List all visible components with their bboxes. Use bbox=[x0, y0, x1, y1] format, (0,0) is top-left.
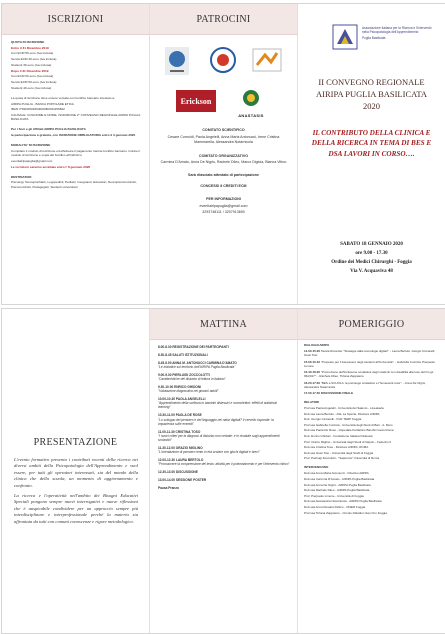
iban: IBAN IT81D0501804000000011156602 bbox=[11, 107, 65, 112]
schedule-talk-title: "Apprendimento della scrittura in bambini dislessici e normolettori: effetti di statistical learning" bbox=[158, 401, 277, 410]
schedule-time-speaker: 12.30-13.00 DISCUSSIONE bbox=[158, 470, 198, 475]
attestato-note: Sarà rilasciato attestato di partecipazione bbox=[188, 173, 259, 177]
convegno-line-1: II CONVEGNO REGIONALE bbox=[318, 77, 425, 87]
schedule-talk-title: "Promuovere la comprensione del testo: attività per il potenziamento e per l'intervento clinico" bbox=[158, 462, 290, 467]
mattina-header: MATTINA bbox=[150, 309, 297, 340]
schedule-talk-title: "I nuovi criteri per la diagnosi di disturbo non verbale: e le ricadute sugli apprendimenti scolastici" bbox=[158, 433, 280, 443]
mattina-panel bbox=[150, 309, 297, 633]
schedule-time-speaker: 9.30-10.00 ENRICO GHIDONI bbox=[158, 384, 202, 389]
presentazione-title: PRESENTAZIONE bbox=[33, 437, 118, 448]
info-title: PER INFORMAZIONI bbox=[206, 197, 241, 201]
intervengono-title: INTERVENGONO bbox=[304, 465, 329, 470]
relatore-item: Prof.ssa Paola Angelelli - Università del Salento - Lineatavia bbox=[304, 406, 384, 410]
info-email: eventiairipapuglia@gmail.com bbox=[199, 203, 248, 208]
schedule-time-speaker: 9.00-9.30 PIERLUIGI ZOCCOLOTTI bbox=[158, 372, 210, 377]
schedule-item bbox=[304, 349, 440, 357]
brochure-inner-page bbox=[1, 308, 445, 634]
schedule-talk: "Proposte per il benessere degli studenti all'Università". - Gabriella Cuzzola, Pierpaolo Limone bbox=[304, 359, 435, 368]
pomeriggio-panel bbox=[298, 309, 445, 633]
cover-panel bbox=[298, 4, 445, 304]
relatore-item: Dott.ssa Cristina Toso - Direttore AIRIPA, ROMA bbox=[304, 445, 369, 450]
anastasis-label: ANASTASIS bbox=[238, 113, 264, 118]
beneficiario: AIRIPA PUGLIA - BANCA POPOLARE ETICA bbox=[11, 101, 74, 106]
iscrizioni-email: eventiairipapuglia@gmail.com bbox=[11, 158, 53, 163]
relatore-item: Prof. Pierluigi Zoccolotti - "Sapienza" Università di Roma bbox=[304, 456, 379, 461]
convegno-year: 2020 bbox=[363, 101, 380, 111]
schedule-item bbox=[158, 446, 290, 455]
dopo-line: Con ECM 60 euro (Iva inclusa) bbox=[11, 74, 54, 79]
schedule-talk: Tavola Rotonda: "Strategie dalle tecnologie digitali". - Laura Bertolo, Giorgio Ciccarelli, Giusi Toto bbox=[304, 349, 436, 357]
relatore-item: Dott.ssa Paola De Rose - Ospedale Pediatrico Bambin Gesù Roma bbox=[304, 428, 394, 433]
schedule-time-speaker: 11.30-12.00 ORAZIO MIGLINO bbox=[158, 446, 203, 451]
schedule-item bbox=[158, 486, 290, 490]
relatori-title: RELATORI bbox=[304, 400, 320, 404]
schedule-time: 14.00-15.30 bbox=[304, 349, 321, 353]
presentazione-paragraph: L'evento formativo presenta i contributi recenti della ricerca nei diversi ambiti della Psicopatologia dell'Apprendimento e vuol essere, per tutti gli operatori interessati, sia del mondo della clinica che della scuola, un momento di aggiornamento e confronto. bbox=[14, 457, 138, 488]
intervengono-item: Dott.ssa Alessandra Notarnicola - AIRIPA Puglia Basilicata bbox=[304, 499, 382, 504]
schedule-time: 15.40-16.20 bbox=[304, 370, 321, 374]
crediti-ecm: CONCESSI 8 CREDITI ECM bbox=[200, 184, 247, 188]
schedule-item bbox=[158, 458, 290, 467]
schedule-item bbox=[158, 413, 290, 426]
schedule-time-speaker: 8.30-8.45 SALUTI ISTITUZIONALI bbox=[158, 352, 208, 357]
schedule-item bbox=[304, 391, 440, 395]
destinatari-text: Psicologi, Neuropsichiatri, Logopedisti, Pediatri, Insegnanti, Educatori, Neuropsicomotricisti, Psicomotricisti, Pedagogisti, Studenti universitari bbox=[11, 180, 137, 189]
schedule-time-speaker: Pausa Pranzo bbox=[158, 485, 179, 490]
comitato-scientifico-names: Cesare Cornoldi, Paola Angelelli, Anna Maria Antonucci, Irene Cristina Mammarella, Alessandra Notarnicola bbox=[167, 134, 280, 144]
schedule-time-speaker: 11.00-11.30 CRISTINA TOSO bbox=[158, 429, 201, 434]
soci-line: Per i Soci e gli Affiliati AIRIPA PUGLIA BASILICATA bbox=[11, 127, 86, 132]
relatore-item: Prof.ssa Gabriella Cuzzola - Università degli Studi di Bari - A. Moro bbox=[304, 422, 393, 427]
patron-logo-2 bbox=[208, 45, 238, 77]
entro-line: Con ECM 50 euro (Iva inclusa) bbox=[11, 51, 54, 56]
schedule-talk-title: "L'orientazione di pensiero lento in età scolare con giochi digitali e brevi" bbox=[158, 450, 260, 455]
schedule-item bbox=[304, 360, 440, 368]
scadenza-note: Le iscrizioni saranno accettate entro l' 8 gennaio 2020 bbox=[11, 164, 91, 169]
patron-logo-1 bbox=[162, 45, 192, 77]
relatore-item: Dott. Giorgio Ciccarelli - PsiF TERP Foggia bbox=[304, 417, 362, 422]
event-address: Via V. Acquaviva 48 bbox=[350, 269, 393, 274]
schedule-talk-title: "Caratteristiche del disturbo di lettura in italiano" bbox=[158, 376, 226, 381]
schedule-talk: "BES a SCUOLA: la psicologo scolastico e l'homework tutor". - Anna De Nigris, Alessandra Notarnicola bbox=[304, 380, 426, 389]
intervengono-item: Dott.ssa Carmina D'Amato - AIRIPA Puglia Basilicata bbox=[304, 476, 375, 481]
brochure-outer-page bbox=[1, 3, 445, 305]
entro-label: Entro il 31 Dicembre 2019 bbox=[11, 45, 49, 50]
schedule-talk-title: "Le iniziative sul territorio dell'AIRIPA Puglia Basilicata" bbox=[158, 364, 236, 369]
presentazione-panel bbox=[2, 309, 149, 633]
schedule-item bbox=[304, 381, 440, 389]
patrocini-body bbox=[160, 128, 287, 217]
entro-line: Studenti 30 euro (Iva inclusa) bbox=[11, 62, 52, 67]
schedule-time-speaker: 10.00-10.30 PAOLA ANGELELLI bbox=[158, 396, 206, 401]
comitato-org-title: COMITATO ORGANIZZATIVO bbox=[198, 153, 249, 158]
pomeriggio-header: POMERIGGIO bbox=[298, 309, 445, 340]
schedule-item bbox=[158, 353, 290, 357]
intervengono-item: Dott.ssa Rachele Dileo - AIRIPA Puglia Basilicata bbox=[304, 488, 370, 493]
iscrizioni-header: ISCRIZIONI bbox=[2, 4, 149, 35]
schedule-talk-title: "Valutazione diagnostica nei giovani adulti" bbox=[158, 389, 219, 394]
destinatari-title: DESTINATARI bbox=[11, 174, 32, 179]
schedule-item bbox=[158, 470, 290, 474]
event-venue: Ordine dei Medici Chirurghi - Foggia bbox=[331, 260, 412, 265]
event-time: ore 9.00 - 17.30 bbox=[355, 251, 388, 256]
modalita-text: Compilare il modulo di iscrizione ed effettuare il pagamento tramite bonifico bancario. Inviare il modulo di iscrizione e copia del bonifico all'indirizzo: bbox=[11, 148, 140, 158]
patrocini-header: PATROCINI bbox=[150, 4, 297, 35]
airipa-name: Associazione Italiana per la Ricerca e l'Intervento nella Psicopatologia dell'Apprendimento bbox=[362, 26, 432, 35]
schedule-item bbox=[158, 478, 290, 482]
relatore-item: Prof. Orazio Miglino - Università degli Studi di Napoli – Federico II bbox=[304, 439, 392, 444]
quota-title: QUOTA DI ISCRIZIONE bbox=[11, 40, 45, 44]
entro-line: Senza ECM 40 euro (Iva inclusa) bbox=[11, 57, 57, 62]
iscrizioni-panel bbox=[2, 4, 149, 304]
iscrizioni-body bbox=[11, 40, 141, 190]
bonifico-intro: La quota di iscrizione deve essere versata con bonifico bancario intestato a: bbox=[11, 95, 115, 100]
dopo-label: Dopo il 31 Dicembre 2019 bbox=[11, 68, 49, 73]
convegno-title bbox=[302, 76, 441, 112]
modalita-title: MODALITA' DI ISCRIZIONE bbox=[11, 143, 51, 148]
intervengono-item: Dott.ssa Anna Rosaria Pellico - ODEM Foggia bbox=[304, 504, 366, 509]
schedule-item bbox=[158, 345, 290, 349]
schedule-talk: "Promozione dell'inclusione scolastica degli studenti con disabilità alla luce del D.Lgs 66/2017". - Rachele Dileo, Tiziana Zappatore bbox=[304, 370, 434, 378]
schedule-time-speaker: 8.45-9.00 ANNA M. ANTONUCCI CARMINA D'AMATO bbox=[158, 360, 237, 365]
dopo-line: Studenti 40 euro (Iva inclusa) bbox=[11, 85, 52, 90]
info-tel: 3293748111 / 3207913690 bbox=[202, 210, 245, 214]
intervengono-item: Prof. Pierpaolo Limone - Università di Foggia bbox=[304, 493, 364, 498]
convegno-theme: IL CONTRIBUTO DELLA CLINICA E DELLA RICERCA IN TEMA DI BES E DSA LAVORI IN CORSO…. bbox=[311, 129, 432, 158]
erickson-logo: Erickson bbox=[176, 90, 216, 112]
pomeriggio-schedule bbox=[304, 343, 440, 516]
causale: CAUSALE: COGNOME E NOME, ISCRIZIONE 2° CONVEGNO REGIONALE AIRIPA PUGLIA BASILICATA bbox=[11, 112, 141, 122]
airipa-logo-icon bbox=[332, 24, 358, 50]
relatore-item: Dott.ssa Giusi Toto - Università degli Studi di Foggia bbox=[304, 450, 374, 455]
comitato-scientifico-title: COMITATO SCIENTIFICO bbox=[202, 128, 245, 132]
anastasis-logo bbox=[232, 88, 270, 116]
schedule-time-speaker: 10.30-11.00 PAOLA DE ROSE bbox=[158, 413, 202, 418]
schedule-time-speaker: 12.00-12.30 LAURA BERTOLO bbox=[158, 458, 204, 463]
schedule-time: 17.00-17.30 DISCUSSIONE FINALE bbox=[304, 391, 354, 395]
schedule-item bbox=[304, 370, 440, 378]
schedule-time: 15.00-15.40 bbox=[304, 359, 321, 364]
intervengono-item: Dott.ssa Anna Maria Antonucci - Direttivo AIRIPA bbox=[304, 471, 369, 476]
schedule-item bbox=[158, 430, 290, 443]
patrocini-panel bbox=[150, 4, 297, 304]
presentazione-body bbox=[14, 457, 138, 525]
convegno-line-2: AIRIPA PUGLIA BASILICATA bbox=[316, 89, 427, 99]
airipa-section: Puglia Basilicata bbox=[362, 35, 386, 40]
schedule-talk-title: "Lo sviluppo del pensiero e del linguaggio nei nativi digitali? Il cervello risponde: la impazienza sulle evenidi" bbox=[158, 417, 274, 426]
intervengono-item: Dott.ssa Anna De Nigris - AIRIPA Puglia Basilicata bbox=[304, 482, 371, 487]
intervengono-item: Prof.ssa Tiziana Zappatore - Circolo Didattico San Ciro Foggia bbox=[304, 510, 387, 515]
relatore-item: Dott. Enrico Ghidoni - Fondazione Italiana Dislessia bbox=[304, 433, 373, 438]
comitato-org-names: Carmina D'Amato, Anna De Nigris, Rachele Dileo, Marco Digioia, Bianca Vittoo bbox=[160, 160, 287, 164]
schedule-item bbox=[158, 361, 290, 370]
dialoghi-title: DIALOGHI AIRIPA bbox=[304, 343, 330, 347]
soci-line: la partecipazione è gratuita, con ISCRIZIONE OBBLIGATORIA entro il 3 gennaio 2020 bbox=[11, 133, 136, 138]
event-date: SABATO 18 GENNAIO 2020 bbox=[340, 242, 403, 247]
airipa-logo-text bbox=[362, 26, 434, 42]
schedule-item bbox=[158, 385, 290, 394]
relatore-item: Dott.ssa Laura Bertolo - ASL La Spezia, Direttore AIRIPA bbox=[304, 411, 380, 416]
schedule-time-speaker: 13.00-14.00 SESSIONE POSTER bbox=[158, 478, 207, 483]
patron-logo-3 bbox=[251, 45, 283, 77]
event-details bbox=[304, 240, 439, 276]
schedule-time-speaker: 8.00-8.30 REGISTRAZIONE DEI PARTECIPANTI bbox=[158, 345, 229, 349]
mattina-schedule bbox=[158, 345, 290, 494]
schedule-time: 16.20-17.00 bbox=[304, 380, 321, 385]
schedule-item bbox=[158, 373, 290, 382]
schedule-item bbox=[158, 397, 290, 410]
presentazione-paragraph: La ricerca e l'operatività nell'ambito dei Bisogni Educativi Speciali pongono sempre nuovi interrogativi e nuove riflessioni che è auspicabile condividere per un approccio sempre più interdisciplinare e interprofessionale perché la materia sia affrontata da tutti con comuni conoscenze e rigore metodologico. bbox=[14, 493, 138, 524]
dopo-line: Senza ECM 50 euro (Iva inclusa) bbox=[11, 79, 57, 84]
